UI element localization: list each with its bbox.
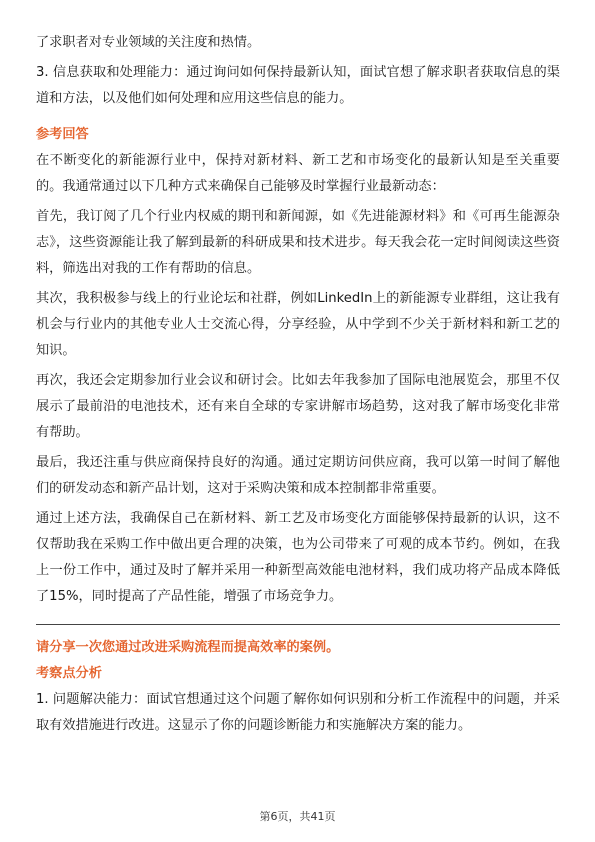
section-divider bbox=[36, 624, 560, 625]
answer-paragraph: 首先，我订阅了几个行业内权威的期刊和新闻源，如《先进能源材料》和《可再生能源杂志》，这些资源能让我了解到最新的科研成果和技术进步。每天我会花一定时间阅读这些资料，筛选出对我的工作有帮助的信息。 bbox=[36, 209, 560, 276]
document-body bbox=[36, 30, 560, 743]
point-3: 3. 信息获取和处理能力：通过询问如何保持最新认知，面试官想了解求职者获取信息的渠道和方法，以及他们如何处理和应用这些信息的能力。 bbox=[36, 65, 560, 106]
answer-paragraph: 最后，我还注重与供应商保持良好的沟通。通过定期访问供应商，我可以第一时间了解他们的研发动态和新产品计划，这对于采购决策和成本控制都非常重要。 bbox=[36, 455, 560, 496]
answer-paragraph: 通过上述方法，我确保自己在新材料、新工艺及市场变化方面能够保持最新的认识，这不仅帮助我在采购工作中做出更合理的决策，也为公司带来了可观的成本节约。例如，在我上一份工作中，通过及时了解并采用一种新型高效能电池材料，我们成功将产品成本降低了15%，同时提高了产品性能，增强了市场竞争力。 bbox=[36, 511, 560, 604]
analysis-point-1: 1. 问题解决能力：面试官想通过这个问题了解你如何识别和分析工作流程中的问题，并采取有效措施进行改进。这显示了你的问题诊断能力和实施解决方案的能力。 bbox=[36, 692, 560, 733]
answer-paragraph: 其次，我积极参与线上的行业论坛和社群，例如LinkedIn上的新能源专业群组，这让我有机会与行业内的其他专业人士交流心得，分享经验，从中学到不少关于新材料和新工艺的知识。 bbox=[36, 291, 560, 358]
intro-tail: 了求职者对专业领域的关注度和热情。 bbox=[36, 35, 261, 50]
answer-paragraph: 再次，我还会定期参加行业会议和研讨会。比如去年我参加了国际电池展览会，那里不仅展示了最前沿的电池技术，还有来自全球的专家讲解市场趋势，这对我了解市场变化非常有帮助。 bbox=[36, 373, 560, 440]
question-heading: 请分享一次您通过改进采购流程而提高效率的案例。 bbox=[36, 640, 340, 655]
page-number: 第6页，共41页 bbox=[259, 810, 336, 823]
answer-paragraph: 在不断变化的新能源行业中，保持对新材料、新工艺和市场变化的最新认知是至关重要的。我通常通过以下几种方式来确保自己能够及时掌握行业最新动态： bbox=[36, 153, 560, 194]
answer-heading: 参考回答 bbox=[36, 127, 89, 142]
analysis-heading: 考察点分析 bbox=[36, 666, 102, 681]
